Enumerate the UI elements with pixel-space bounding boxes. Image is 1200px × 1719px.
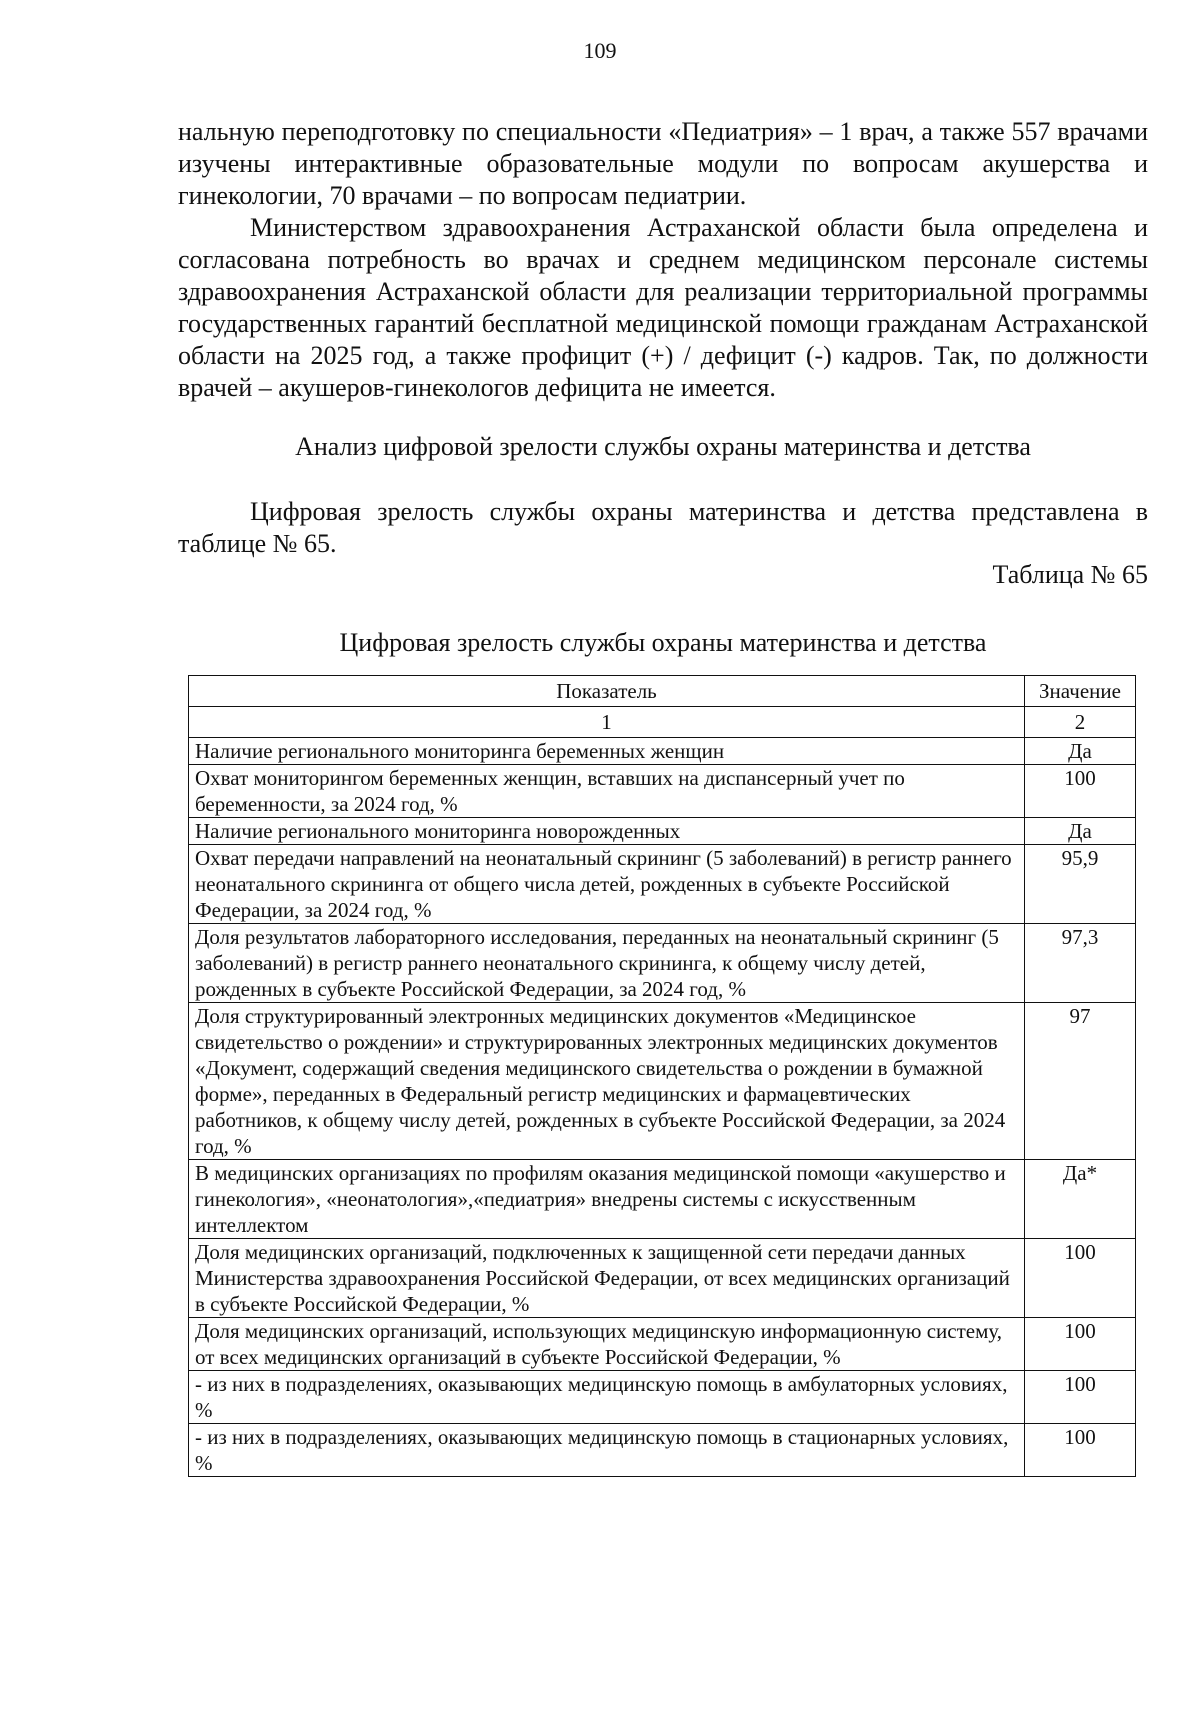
header-indicator: Показатель	[189, 676, 1025, 707]
value-cell: 100	[1025, 1318, 1136, 1371]
header-value: Значение	[1025, 676, 1136, 707]
value-cell: Да	[1025, 818, 1136, 845]
table-row	[189, 845, 1136, 924]
table-row	[189, 1318, 1136, 1371]
column-index-2: 2	[1025, 707, 1136, 738]
data-table	[188, 675, 1136, 1477]
indicator-cell: - из них в подразделениях, оказывающих медицинскую помощь в амбулаторных условиях, %	[189, 1371, 1025, 1424]
table-row	[189, 1239, 1136, 1318]
column-index-row	[189, 707, 1136, 738]
value-cell: Да	[1025, 738, 1136, 765]
table-row	[189, 738, 1136, 765]
column-index-1: 1	[189, 707, 1025, 738]
value-cell: 97	[1025, 1003, 1136, 1160]
value-cell: 100	[1025, 765, 1136, 818]
table-row	[189, 818, 1136, 845]
indicator-cell: Доля медицинских организаций, подключенных к защищенной сети передачи данных Министерства здравоохранения Российской Федерации, от всех медицинских организаций в субъекте Российской Федерации, %	[189, 1239, 1025, 1318]
value-cell: 100	[1025, 1239, 1136, 1318]
table-row	[189, 1160, 1136, 1239]
paragraph-1: нальную переподготовку по специальности «Педиатрия» – 1 врач, а также 557 врачами изучены интерактивные образовательные модули по вопросам акушерства и гинекологии, 70 врачами – по вопросам педиатрии.	[178, 117, 1148, 210]
table-row	[189, 924, 1136, 1003]
table-row	[189, 1371, 1136, 1424]
paragraph-3: Цифровая зрелость службы охраны материнства и детства представлена в таблице № 65.	[178, 497, 1148, 558]
table-row	[189, 765, 1136, 818]
value-cell: 97,3	[1025, 924, 1136, 1003]
indicator-cell: Доля медицинских организаций, использующих медицинскую информационную систему, от всех медицинских организаций в субъекте Российской Федерации, %	[189, 1318, 1025, 1371]
page-number: 109	[583, 38, 617, 63]
indicator-cell: Охват передачи направлений на неонатальный скрининг (5 заболеваний) в регистр раннего неонатального скрининга от общего числа детей, рожденных в субъекте Российской Федерации, за 2024 год, %	[189, 845, 1025, 924]
value-cell: 100	[1025, 1424, 1136, 1477]
value-cell: 95,9	[1025, 845, 1136, 924]
indicator-cell: Доля результатов лабораторного исследования, переданных на неонатальный скрининг (5 заболеваний) в регистр раннего неонатального скрининга, к общему числу детей, рожденных в субъекте Российской Федерации, за 2024 год, %	[189, 924, 1025, 1003]
section-heading: Анализ цифровой зрелости службы охраны материнства и детства	[295, 432, 1031, 461]
value-cell: 100	[1025, 1371, 1136, 1424]
table-header-row	[189, 676, 1136, 707]
paragraph-2: Министерством здравоохранения Астраханской области была определена и согласована потребность во врачах и среднем медицинском персонале системы здравоохранения Астраханской области для реализации территориальной программы государственных гарантий бесплатной медицинской помощи гражданам Астраханской области на 2025 год, а также профицит (+) / дефицит (-) кадров. Так, по должности врачей – акушеров-гинекологов дефицита не имеется.	[178, 213, 1148, 402]
indicator-cell: Охват мониторингом беременных женщин, вставших на диспансерный учет по беременности, за 2024 год, %	[189, 765, 1025, 818]
table-number: Таблица № 65	[992, 560, 1148, 589]
value-cell: Да*	[1025, 1160, 1136, 1239]
table-row	[189, 1424, 1136, 1477]
indicator-cell: Наличие регионального мониторинга новорожденных	[189, 818, 1025, 845]
table-row	[189, 1003, 1136, 1160]
indicator-cell: В медицинских организациях по профилям оказания медицинской помощи «акушерство и гинекология», «неонатология»,«педиатрия» внедрены системы с искусственным интеллектом	[189, 1160, 1025, 1239]
indicator-cell: - из них в подразделениях, оказывающих медицинскую помощь в стационарных условиях, %	[189, 1424, 1025, 1477]
indicator-cell: Наличие регионального мониторинга беременных женщин	[189, 738, 1025, 765]
table-title: Цифровая зрелость службы охраны материнства и детства	[339, 628, 987, 657]
indicator-cell: Доля структурированный электронных медицинских документов «Медицинское свидетельство о рождении» и структурированных электронных медицинских документов «Документ, содержащий сведения медицинского свидетельства о рождении в бумажной форме», переданных в Федеральный регистр медицинских и фармацевтических работников, к общему числу детей, рожденных в субъекте Российской Федерации, за 2024 год, %	[189, 1003, 1025, 1160]
